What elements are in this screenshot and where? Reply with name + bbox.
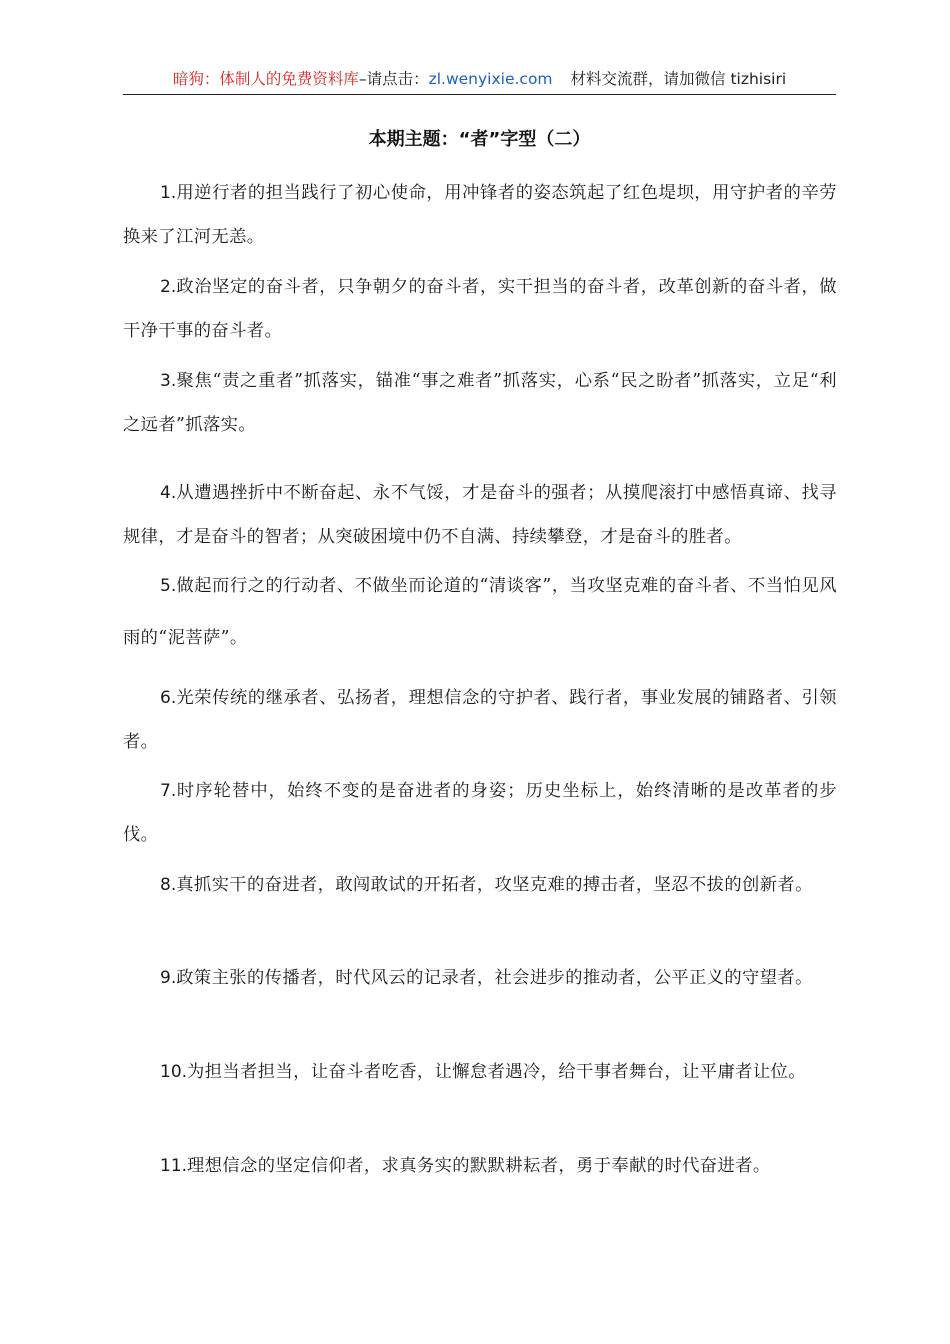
item-number: 2. bbox=[160, 277, 177, 297]
item-text: 理想信念的坚定信仰者，求真务实的默默耕耘者，勇于奉献的时代奋进者。 bbox=[187, 1156, 771, 1176]
list-item bbox=[123, 1144, 837, 1188]
item-text: 从遭遇挫折中不断奋起、永不气馁，才是奋斗的强者；从摸爬滚打中感悟真谛、找寻规律，才是奋斗的智者；从突破困境中仍不自满、持续攀登，才是奋斗的胜者。 bbox=[123, 483, 837, 547]
item-number: 3. bbox=[160, 371, 177, 391]
item-number: 7. bbox=[160, 781, 177, 801]
item-number: 8. bbox=[160, 875, 177, 895]
item-number: 4. bbox=[160, 483, 177, 503]
page-title: 本期主题：“者”字型（二） bbox=[368, 129, 591, 150]
item-text: 光荣传统的继承者、弘扬者，理想信念的守护者、践行者，事业发展的铺路者、引领者。 bbox=[123, 688, 837, 752]
list-item bbox=[123, 676, 837, 764]
list-item bbox=[123, 171, 837, 259]
item-number: 6. bbox=[160, 688, 177, 708]
header-click-prompt: –请点击： bbox=[358, 70, 429, 88]
list-item bbox=[123, 1050, 837, 1094]
item-text: 为担当者担当，让奋斗者吃香，让懈怠者遇冷，给干事者舞台，让平庸者让位。 bbox=[187, 1062, 806, 1082]
item-text: 时序轮替中，始终不变的是奋进者的身姿；历史坐标上，始终清晰的是改革者的步伐。 bbox=[123, 781, 837, 845]
item-text: 真抓实干的奋进者，敢闯敢试的开拓者，攻坚克难的搏击者，坚忍不拔的创新者。 bbox=[176, 875, 813, 895]
item-text: 用逆行者的担当践行了初心使命，用冲锋者的姿态筑起了红色堤坝，用守护者的辛劳换来了江河无恙。 bbox=[123, 183, 837, 247]
item-number: 10. bbox=[160, 1062, 188, 1082]
item-number: 5. bbox=[160, 576, 177, 596]
item-text: 聚焦“责之重者”抓落实，锚准“事之难者”抓落实，心系“民之盼者”抓落实，立足“利之远者”抓落实。 bbox=[123, 371, 837, 435]
header-url-link[interactable]: zl.wenyixie.com bbox=[428, 70, 553, 88]
list-item bbox=[123, 471, 837, 559]
list-item bbox=[123, 863, 837, 907]
header-wechat-note: 材料交流群，请加微信 tizhisiri bbox=[570, 70, 787, 88]
item-text: 做起而行之的行动者、不做坐而论道的“清谈客”，当攻坚克难的奋斗者、不当怕见风雨的“泥菩萨”。 bbox=[123, 576, 837, 648]
list-item bbox=[123, 769, 837, 857]
item-number: 1. bbox=[160, 183, 177, 203]
item-text: 政策主张的传播者，时代风云的记录者，社会进步的推动者，公平正义的守望者。 bbox=[176, 968, 813, 988]
item-text: 政治坚定的奋斗者，只争朝夕的奋斗者，实干担当的奋斗者，改革创新的奋斗者，做干净干事的奋斗者。 bbox=[123, 277, 837, 341]
item-number: 11. bbox=[160, 1156, 188, 1176]
header-brand: 暗狗：体制人的免费资料库 bbox=[172, 70, 359, 88]
page-header bbox=[123, 68, 836, 95]
list-item bbox=[123, 265, 837, 353]
list-item bbox=[123, 560, 837, 664]
item-number: 9. bbox=[160, 968, 177, 988]
list-item bbox=[123, 956, 837, 1000]
list-item bbox=[123, 359, 837, 447]
